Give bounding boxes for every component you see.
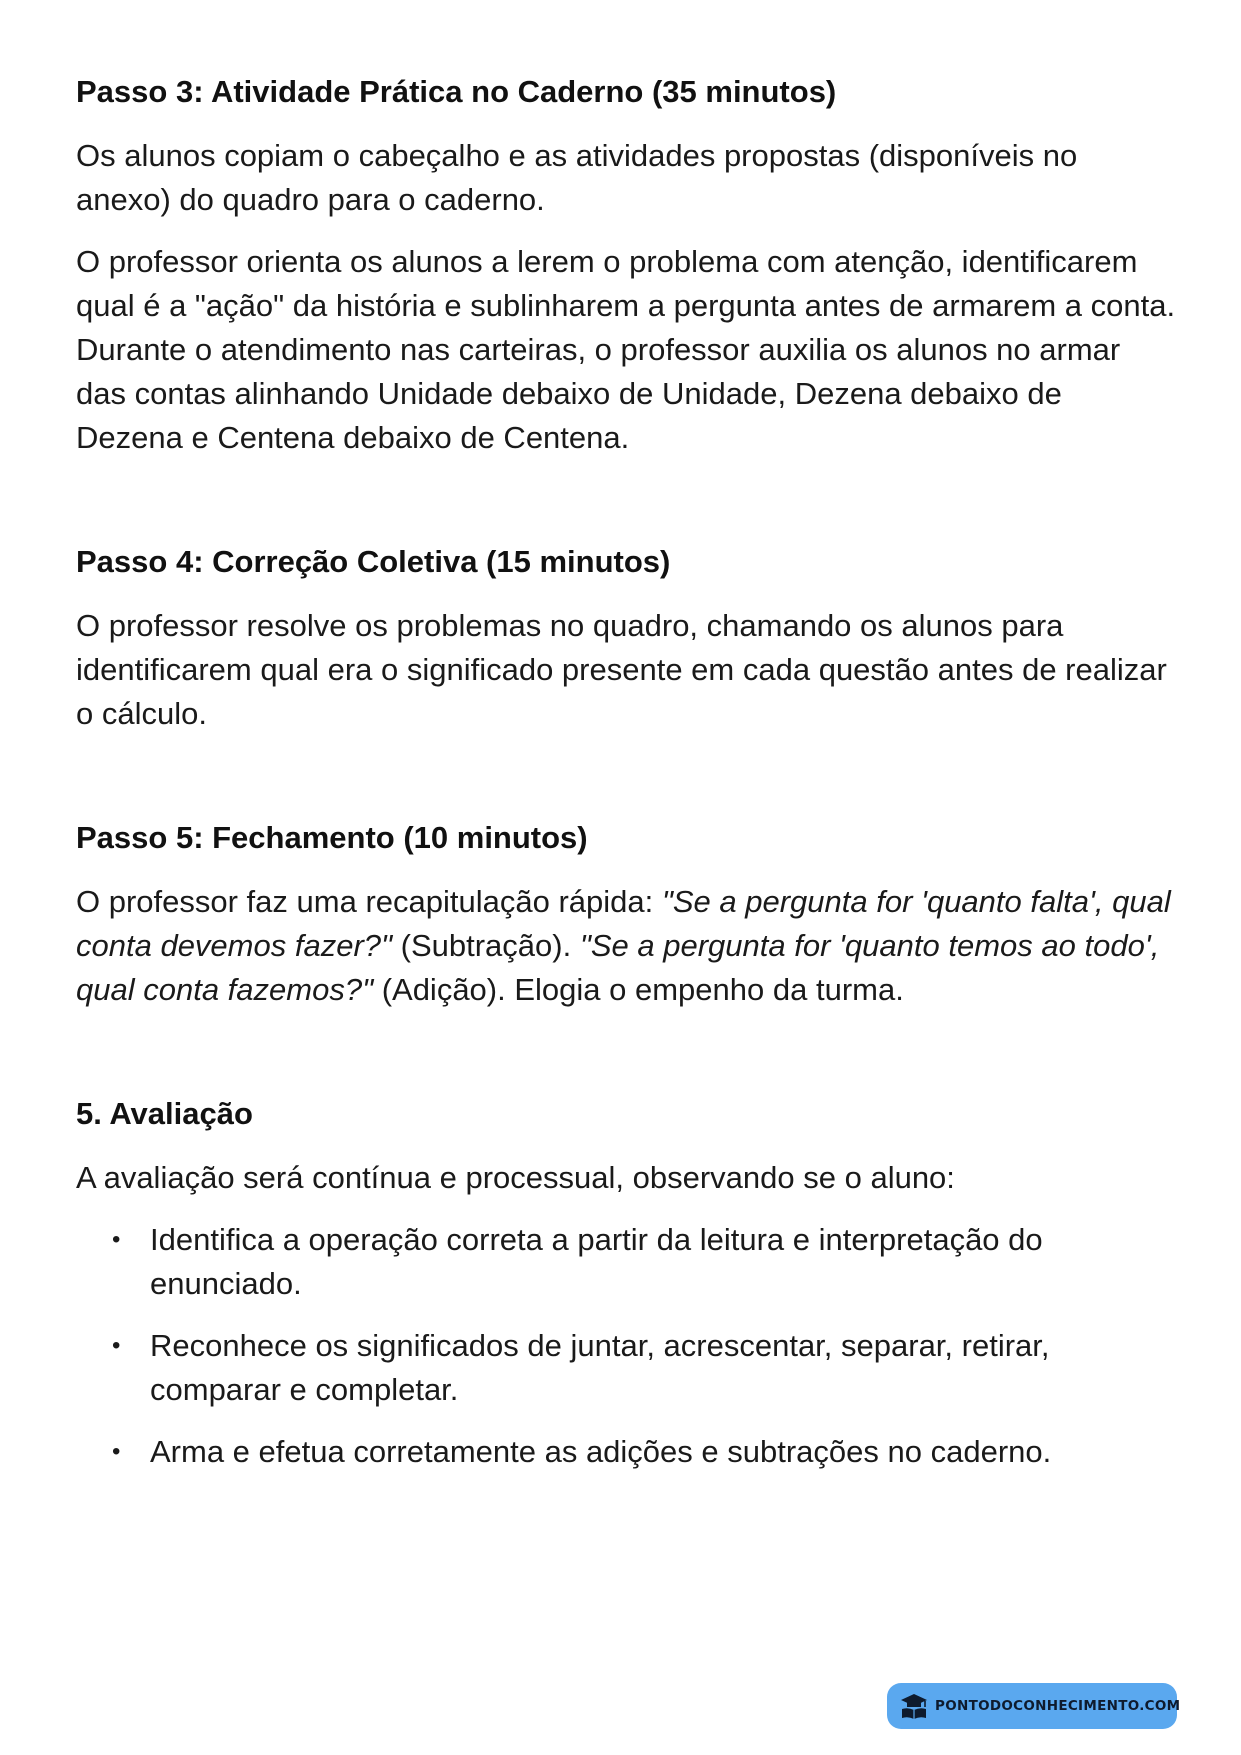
bullet-icon: • <box>112 1438 121 1465</box>
section-heading: 5. Avaliação <box>76 1096 253 1131</box>
section-spacer <box>76 1030 1176 1092</box>
paragraph <box>76 880 1176 1012</box>
logo-text: PONTODOCONHECIMENTO.COM <box>935 1698 1181 1714</box>
document-page <box>76 70 1176 1492</box>
section-spacer <box>76 754 1176 816</box>
paragraph: A avaliação será contínua e processual, observando se o aluno: <box>76 1160 955 1195</box>
list-item-text: Arma e efetua corretamente as adições e subtrações no caderno. <box>150 1434 1052 1469</box>
section-heading: Passo 5: Fechamento (10 minutos) <box>76 820 588 855</box>
section-heading: Passo 4: Correção Coletiva (15 minutos) <box>76 544 671 579</box>
section-heading: Passo 3: Atividade Prática no Caderno (35 minutos) <box>76 74 837 109</box>
paragraph: Os alunos copiam o cabeçalho e as atividades propostas (disponíveis no anexo) do quadro para o caderno. <box>76 138 1078 217</box>
question-quote: "Se a pergunta for 'quanto falta', qual conta devemos fazer?" <box>76 884 1171 963</box>
paragraph: O professor resolve os problemas no quadro, chamando os alunos para identificarem qual era o significado presente em cada questão antes de realizar o cálculo. <box>76 608 1167 731</box>
answer-text: (Subtração). <box>392 928 580 963</box>
list-item <box>76 1430 1176 1474</box>
bullet-icon: • <box>112 1226 121 1253</box>
site-logo-badge[interactable] <box>887 1683 1181 1729</box>
list-item-text: Identifica a operação correta a partir da leitura e interpretação do enunciado. <box>150 1222 1043 1301</box>
graduation-book-icon <box>899 1692 929 1720</box>
section-passo-4 <box>76 540 1176 736</box>
question-quote: "Se a pergunta for 'quanto temos ao todo', qual conta fazemos?" <box>76 928 1160 1007</box>
list-item-text: Reconhece os significados de juntar, acrescentar, separar, retirar, comparar e completar. <box>150 1328 1050 1407</box>
paragraph: O professor orienta os alunos a lerem o problema com atenção, identificarem qual é a "ação" da história e sublinharem a pergunta antes de armarem a conta. Durante o atendimento nas carteiras, o professor auxilia os alunos no armar das contas alinhando Unidade debaixo de Unidade, Dezena debaixo de Dezena e Centena debaixo de Centena. <box>76 244 1176 455</box>
section-passo-3 <box>76 70 1176 460</box>
section-avaliacao <box>76 1092 1176 1474</box>
answer-text: (Adição). Elogia o empenho da turma. <box>373 972 904 1007</box>
paragraph-intro: O professor faz uma recapitulação rápida: <box>76 884 662 919</box>
section-spacer <box>76 478 1176 540</box>
list-item <box>76 1324 1176 1412</box>
section-passo-5 <box>76 816 1176 1012</box>
bullet-icon: • <box>112 1332 121 1359</box>
criteria-list <box>76 1218 1176 1474</box>
list-item <box>76 1218 1176 1306</box>
